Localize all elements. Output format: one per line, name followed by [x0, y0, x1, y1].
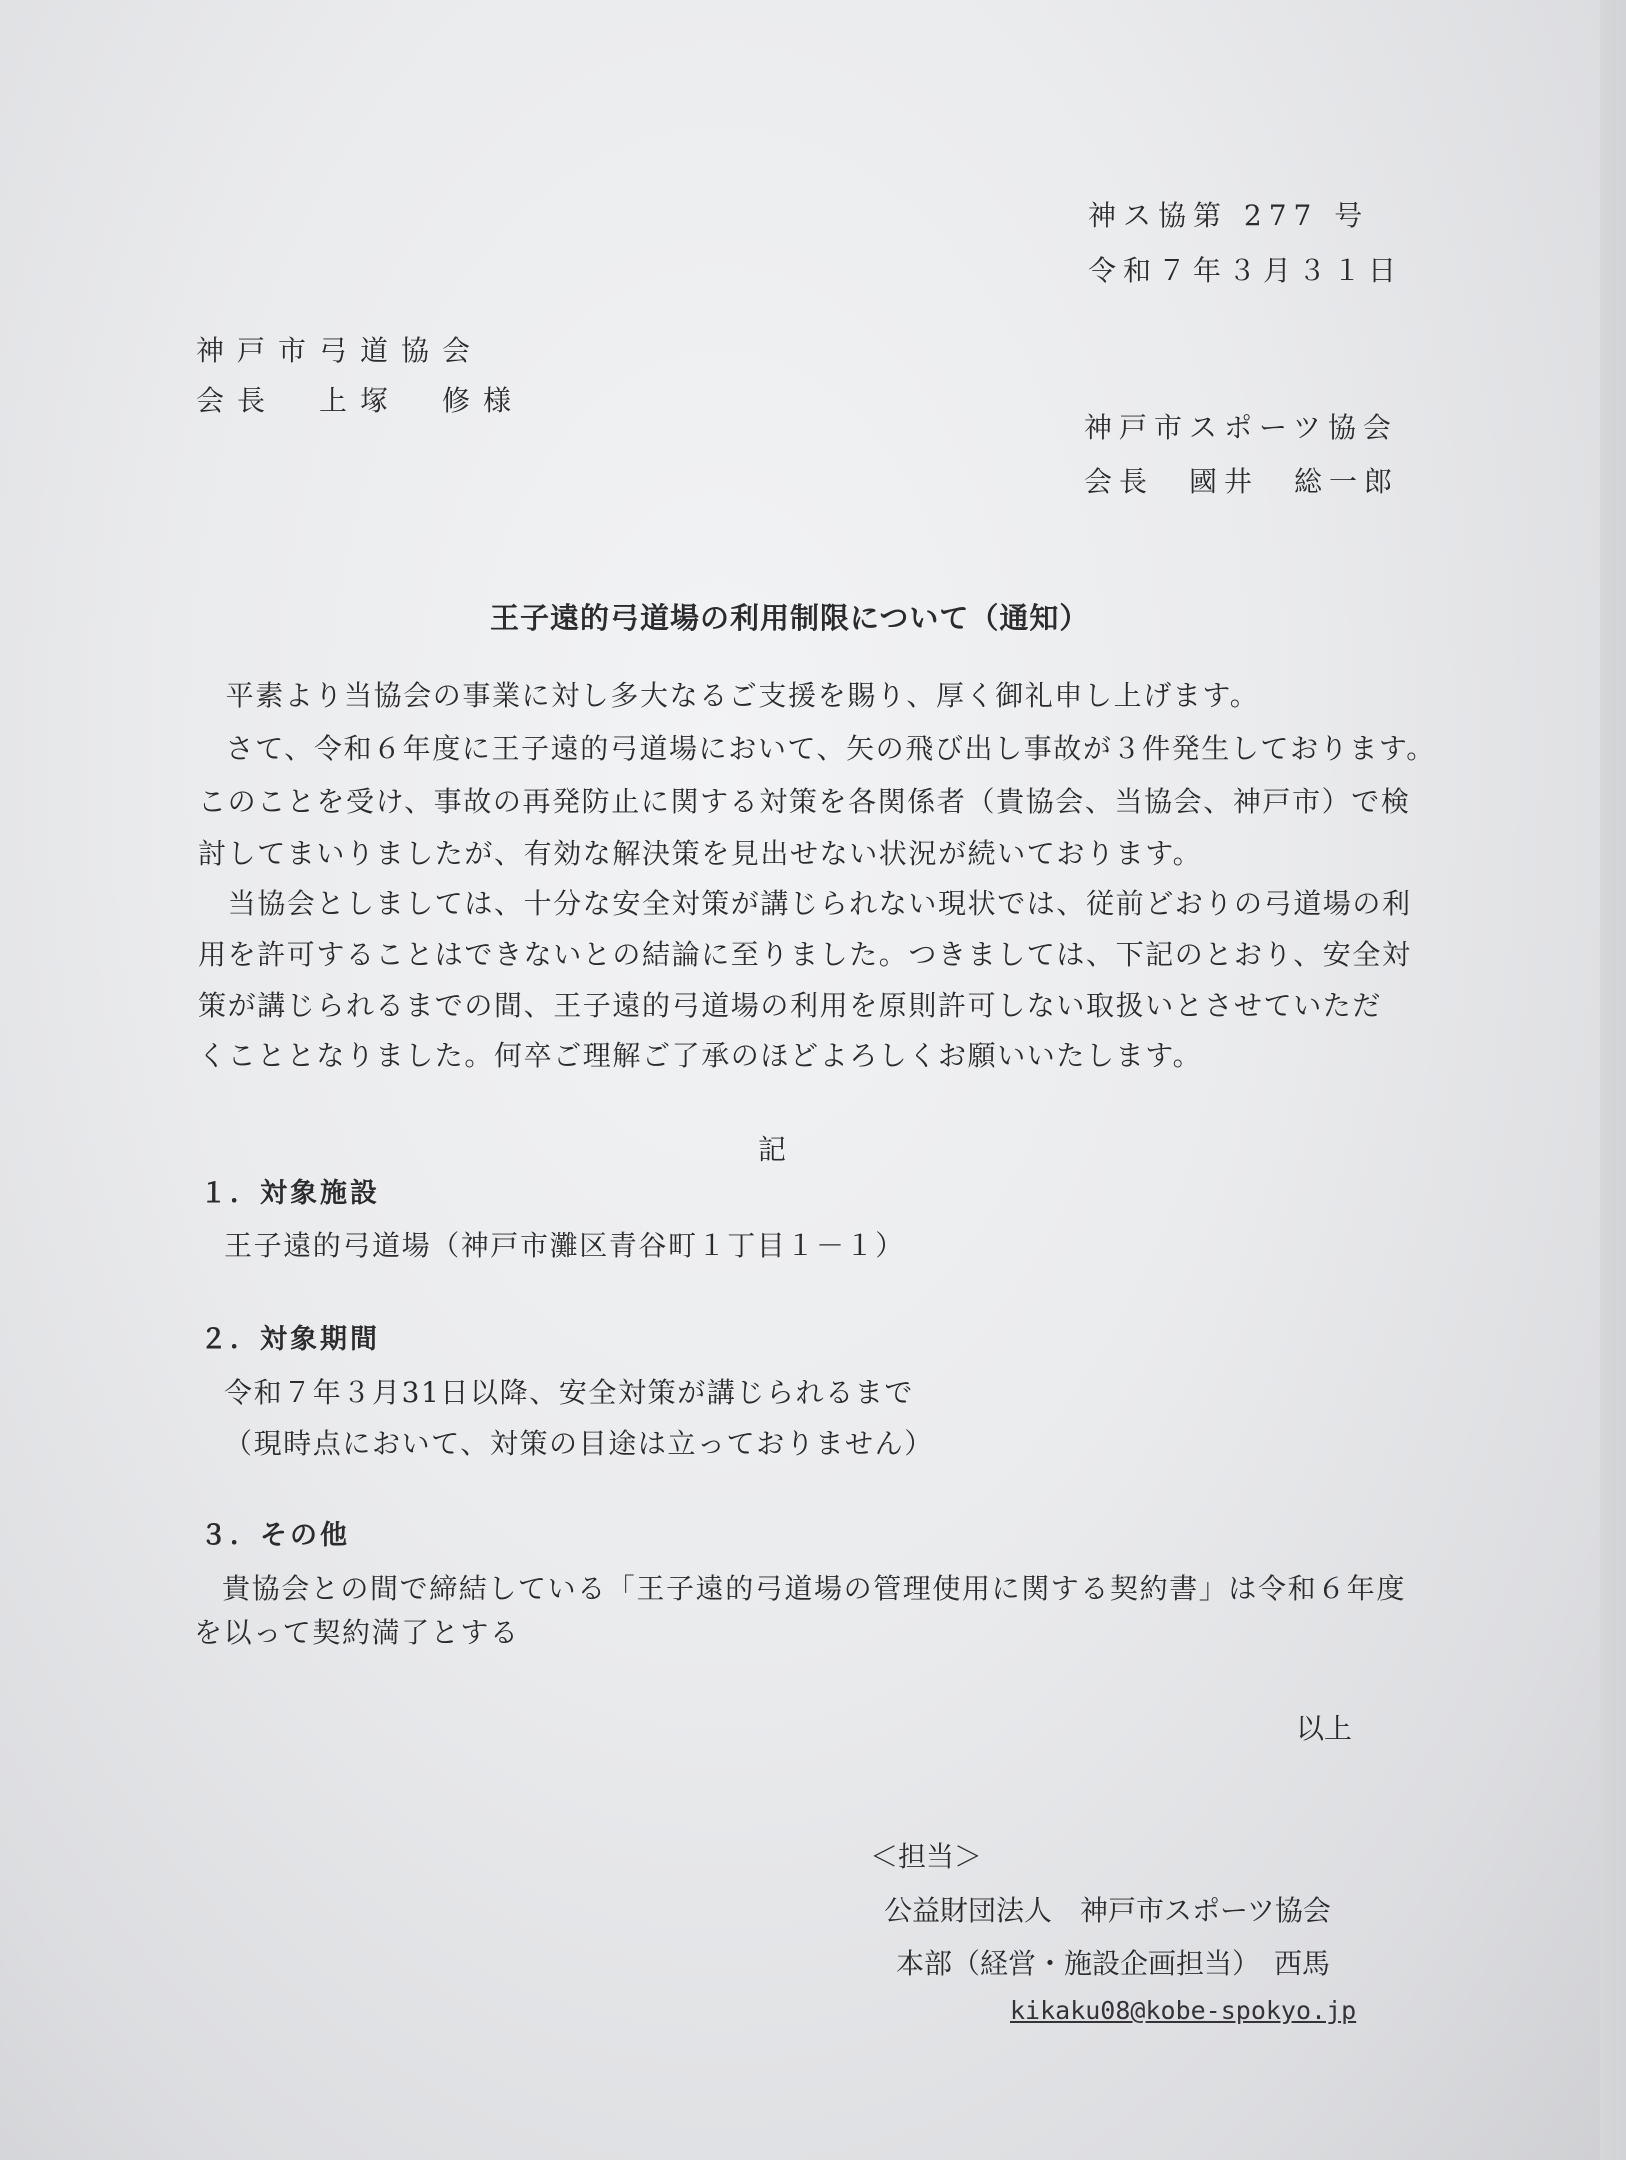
sender-org: 神戸市スポーツ協会 [1084, 411, 1398, 444]
section-heading: ２．対象期間 [200, 1324, 380, 1355]
body-line: このことを受け、事故の再発防止に関する対策を各関係者（貴協会、当協会、神戸市）で検 [198, 785, 1411, 818]
section-line: 王子遠的弓道場（神戸市灘区青谷町１丁目１－１） [224, 1229, 905, 1262]
doc-number: 神ス協第 277 号 [1088, 199, 1370, 232]
document-title: 王子遠的弓道場の利用制限について（通知） [490, 601, 1090, 635]
section-line: 貴協会との間で締結している「王子遠的弓道場の管理使用に関する契約書」は令和６年度 [222, 1572, 1407, 1605]
body-line: 策が講じられるまでの間、王子遠的弓道場の利用を原則許可しない取扱いとさせていただ [198, 989, 1383, 1022]
section-line: （現時点において、対策の目途は立っておりません） [224, 1427, 934, 1460]
sender-person: 会長 國井 総一郎 [1084, 465, 1400, 498]
section-heading: ３．その他 [200, 1520, 350, 1551]
section-line: 令和７年３月31日以降、安全対策が講じられるまで [224, 1376, 915, 1409]
closing-text: 以上 [1296, 1712, 1353, 1745]
contact-label: ＜担当＞ [870, 1840, 983, 1873]
recipient-org: 神戸市弓道協会 [196, 334, 484, 367]
recipient-person: 会長 上塚 修様 [196, 384, 525, 417]
contact-dept: 本部（経営・施設企画担当） 西馬 [896, 1947, 1331, 1980]
contact-email-link[interactable]: kikaku08@kobe-spokyo.jp [1010, 1996, 1357, 2025]
body-line: 平素より当協会の事業に対し多大なるご支援を賜り、厚く御礼申し上げます。 [196, 679, 1260, 712]
body-line: くこととなりました。何卒ご理解ご了承のほどよろしくお願いいたします。 [198, 1039, 1203, 1072]
body-line: 当協会としましては、十分な安全対策が講じられない現状では、従前どおりの弓道場の利 [198, 887, 1412, 920]
body-line: 用を許可することはできないとの結論に至りました。つきましては、下記のとおり、安全対 [198, 938, 1412, 971]
section-heading: １．対象施設 [200, 1178, 380, 1209]
body-line: さて、令和６年度に王子遠的弓道場において、矢の飛び出し事故が３件発生しております。 [196, 732, 1436, 765]
contact-org: 公益財団法人 神戸市スポーツ協会 [884, 1894, 1331, 1927]
body-line: 討してまいりましたが、有効な解決策を見出せない状況が続いております。 [198, 837, 1203, 870]
ki-label: 記 [758, 1133, 787, 1166]
section-line: を以って契約満了とする [194, 1616, 520, 1649]
doc-date: 令和７年３月３１日 [1088, 254, 1404, 287]
